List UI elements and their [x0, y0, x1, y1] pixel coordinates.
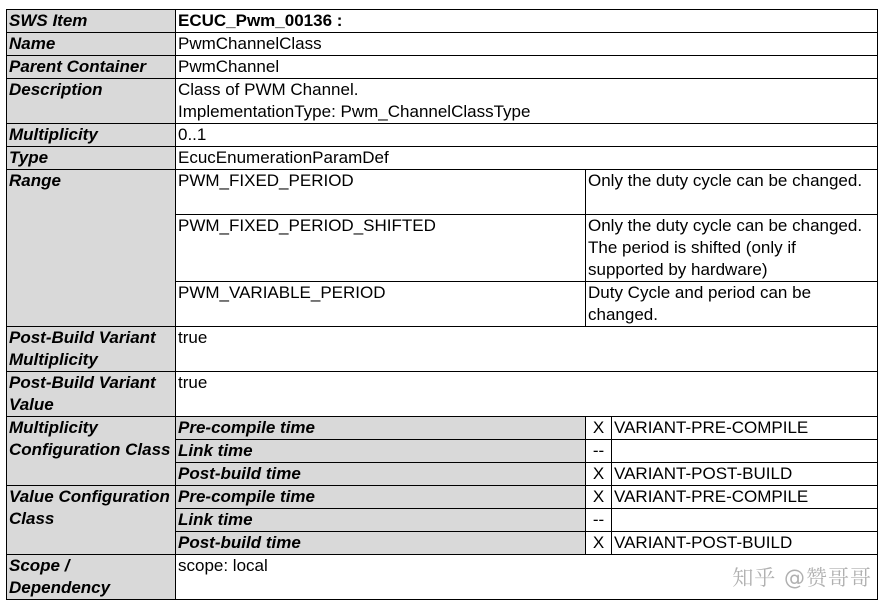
zhihu-watermark: 知乎 @赞哥哥	[732, 566, 872, 590]
range-description: Only the duty cycle can be changed.	[586, 170, 878, 215]
config-variant: VARIANT-PRE-COMPILE	[612, 486, 878, 509]
description-label: Description	[7, 79, 176, 124]
sws-item-value: ECUC_Pwm_00136 :	[176, 10, 878, 33]
config-phase: Pre-compile time	[176, 417, 586, 440]
description-line-2: ImplementationType: Pwm_ChannelClassType	[178, 102, 531, 121]
row-name	[7, 33, 878, 56]
multiplicity-config-class-label: Multiplicity Configuration Class	[7, 417, 176, 486]
type-label: Type	[7, 147, 176, 170]
post-build-variant-multiplicity-label: Post-Build Variant Multiplicity	[7, 327, 176, 372]
config-phase: Post-build time	[176, 532, 586, 555]
row-description	[7, 79, 878, 124]
description-line-1: Class of PWM Channel.	[178, 80, 359, 99]
config-mark: --	[586, 509, 612, 532]
post-build-variant-value-label: Post-Build Variant Value	[7, 372, 176, 417]
config-mark: X	[586, 486, 612, 509]
multiplicity-config-row	[7, 417, 878, 440]
config-variant: VARIANT-PRE-COMPILE	[612, 417, 878, 440]
config-variant: VARIANT-POST-BUILD	[612, 532, 878, 555]
parameter-spec-table	[6, 9, 878, 600]
row-parent-container	[7, 56, 878, 79]
config-phase: Pre-compile time	[176, 486, 586, 509]
sws-item-label: SWS Item	[7, 10, 176, 33]
range-value: PWM_FIXED_PERIOD	[176, 170, 586, 215]
multiplicity-label: Multiplicity	[7, 124, 176, 147]
row-type	[7, 147, 878, 170]
config-mark: --	[586, 440, 612, 463]
parent-container-value: PwmChannel	[176, 56, 878, 79]
range-label: Range	[7, 170, 176, 327]
value-config-class-label: Value Configuration Class	[7, 486, 176, 555]
multiplicity-value: 0..1	[176, 124, 878, 147]
post-build-variant-value-value: true	[176, 372, 878, 417]
range-description: Only the duty cycle can be changed. The period is shifted (only if supported by hardware)	[586, 215, 878, 282]
range-value: PWM_VARIABLE_PERIOD	[176, 282, 586, 327]
config-variant: VARIANT-POST-BUILD	[612, 463, 878, 486]
scope-dependency-label: Scope / Dependency	[7, 555, 176, 600]
range-row	[7, 170, 878, 215]
description-value	[176, 79, 878, 124]
row-post-build-variant-multiplicity	[7, 327, 878, 372]
config-variant	[612, 509, 878, 532]
value-config-row	[7, 486, 878, 509]
range-description: Duty Cycle and period can be changed.	[586, 282, 878, 327]
config-mark: X	[586, 532, 612, 555]
row-sws-item	[7, 10, 878, 33]
config-phase: Link time	[176, 509, 586, 532]
parent-container-label: Parent Container	[7, 56, 176, 79]
name-value: PwmChannelClass	[176, 33, 878, 56]
config-variant	[612, 440, 878, 463]
config-mark: X	[586, 417, 612, 440]
config-phase: Link time	[176, 440, 586, 463]
range-value: PWM_FIXED_PERIOD_SHIFTED	[176, 215, 586, 282]
config-mark: X	[586, 463, 612, 486]
row-post-build-variant-value	[7, 372, 878, 417]
type-value: EcucEnumerationParamDef	[176, 147, 878, 170]
row-multiplicity	[7, 124, 878, 147]
name-label: Name	[7, 33, 176, 56]
post-build-variant-multiplicity-value: true	[176, 327, 878, 372]
scope-dependency-value: scope: local	[176, 555, 878, 600]
config-phase: Post-build time	[176, 463, 586, 486]
